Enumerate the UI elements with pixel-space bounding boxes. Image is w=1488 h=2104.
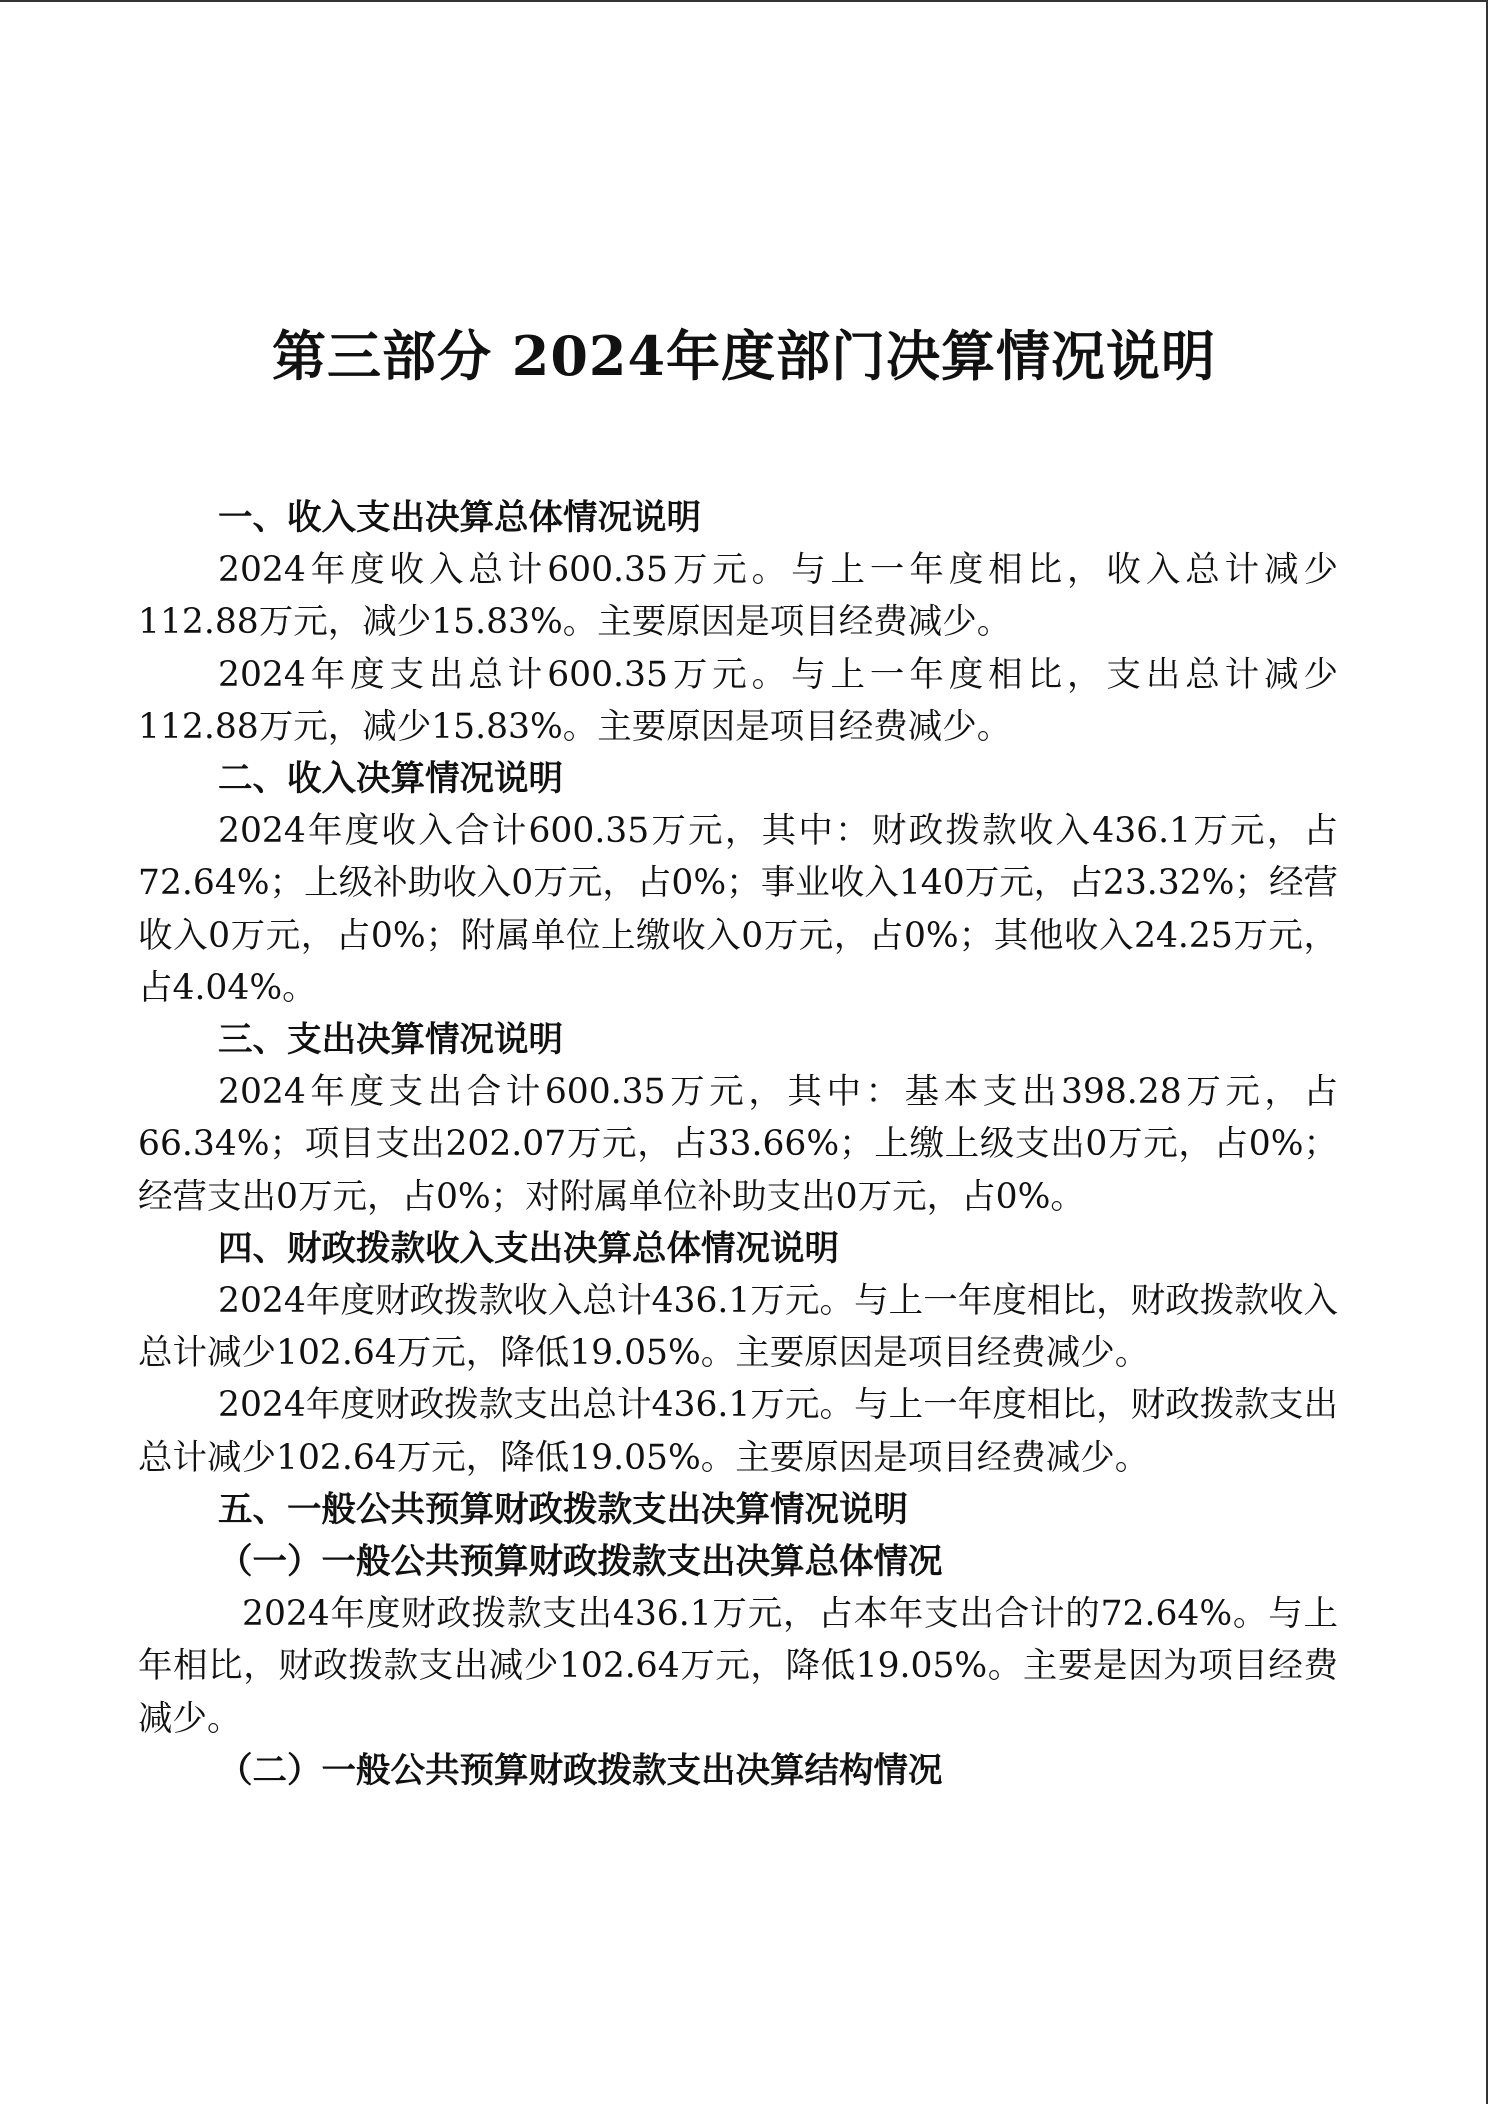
document-body: [138, 492, 1338, 1797]
paragraph-fiscal-income: 2024年度财政拨款收入总计436.1万元。与上一年度相比，财政拨款收入总计减少102.64万元，降低19.05%。主要原因是项目经费减少。: [138, 1281, 1338, 1374]
subsection-heading-5-2: （二）一般公共预算财政拨款支出决算结构情况: [218, 1750, 943, 1791]
section-heading-1: 一、收入支出决算总体情况说明: [218, 498, 701, 538]
paragraph-expense-breakdown: 2024年度支出合计600.35万元，其中：基本支出398.28万元，占66.34%；项目支出202.07万元，占33.66%；上缴上级支出0万元，占0%；经营支出0万元，占0%；对附属单位补助支出0万元，占0%。: [138, 1072, 1338, 1217]
section-heading-2: 二、收入决算情况说明: [218, 759, 563, 800]
paragraph-fiscal-expense: 2024年度财政拨款支出总计436.1万元。与上一年度相比，财政拨款支出总计减少102.64万元，降低19.05%。主要原因是项目经费减少。: [138, 1385, 1338, 1478]
paragraph-expense-total: 2024年度支出总计600.35万元。与上一年度相比，支出总计减少112.88万元，减少15.83%。主要原因是项目经费减少。: [138, 654, 1338, 747]
section-heading-3: 三、支出决算情况说明: [218, 1020, 563, 1061]
paragraph-income-breakdown: 2024年度收入合计600.35万元，其中：财政拨款收入436.1万元，占72.64%；上级补助收入0万元，占0%；事业收入140万元，占23.32%；经营收入0万元，占0%；附属单位上缴收入0万元，占0%；其他收入24.25万元，占4.04%。: [138, 811, 1338, 1008]
paragraph-income-total: 2024年度收入总计600.35万元。与上一年度相比，收入总计减少112.88万元，减少15.83%。主要原因是项目经费减少。: [138, 550, 1338, 643]
section-heading-5: 五、一般公共预算财政拨款支出决算情况说明: [218, 1489, 908, 1530]
page-title: 第三部分 2024年度部门决算情况说明: [271, 324, 1217, 388]
subsection-heading-5-1: （一）一般公共预算财政拨款支出决算总体情况: [218, 1542, 943, 1583]
section-heading-4: 四、财政拨款收入支出决算总体情况说明: [218, 1228, 839, 1269]
paragraph-general-budget: 2024年度财政拨款支出436.1万元，占本年支出合计的72.64%。与上年相比，财政拨款支出减少102.64万元，降低19.05%。主要是因为项目经费减少。: [138, 1594, 1338, 1739]
